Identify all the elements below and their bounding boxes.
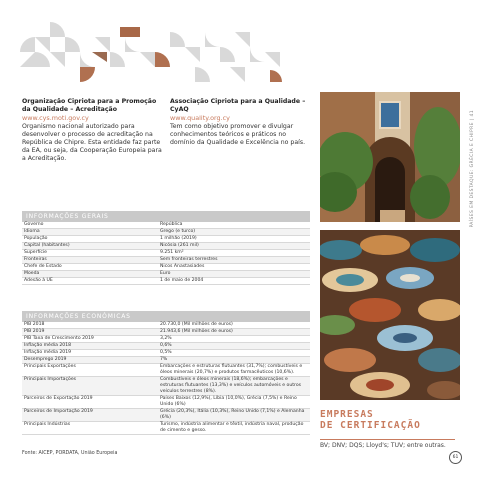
org-quality-link[interactable]: www.quality.org.cy [170, 114, 230, 122]
general-info-label: Idioma [22, 229, 158, 236]
economic-info-section [22, 311, 310, 435]
certification-companies: BV; DNV; DQS; Lloyd's; TUV; entre outras. [320, 442, 446, 449]
economic-info-value: 7% [158, 357, 310, 364]
general-info-heading: INFORMAÇÕES GERAIS [22, 211, 310, 222]
source-note: Fonte: AICEP, PORDATA, União Europeia [22, 451, 118, 456]
economic-info-label: Parceiros de Exportação 2019 [22, 396, 158, 409]
general-info-value: Sem fronteiras terrestres [158, 257, 310, 264]
economic-info-label: PIB 2019 [22, 329, 158, 336]
general-info-label: Moeda [22, 271, 158, 278]
general-info-value: 9.251 km² [158, 250, 310, 257]
economic-info-value: Grécia (20,3%), Itália (10,3%), Reino Unido (7,1%) e Alemanha (6%) [158, 409, 310, 422]
general-info-section [22, 211, 310, 285]
certification-divider [320, 439, 455, 440]
economic-info-value: 20.730,0 (Mil milhões de euros) [158, 322, 310, 329]
general-info-label: Fronteiras [22, 257, 158, 264]
economic-info-heading: INFORMAÇÕES ECONÓMICAS [22, 311, 310, 322]
certification-title-line1: EMPRESAS [320, 409, 374, 420]
general-info-table [22, 222, 310, 285]
general-info-row [22, 250, 310, 257]
economic-info-label: Inflação média 2018 [22, 343, 158, 350]
general-info-row [22, 236, 310, 243]
general-info-row [22, 257, 310, 264]
economic-info-row [22, 422, 310, 435]
general-info-row [22, 271, 310, 278]
economic-info-value: Combustíveis e óleos minerais (18,6%); embarcações e estruturas flutuantes (13,3%) e veículos automóveis e outros veículos terrestres (8%). [158, 377, 310, 396]
general-info-label: População [22, 236, 158, 243]
economic-info-value: Embarcações e estruturas flutuantes (31,7%); combustíveis e óleos minerais (20,7%) e produtos farmacêuticos (10,6%). [158, 364, 310, 377]
general-info-value: 1 milhão (2019) [158, 236, 310, 243]
certification-block [320, 409, 470, 449]
decorative-pattern [20, 22, 290, 84]
general-info-value: República [158, 222, 310, 229]
economic-info-label: Principais Indústrias [22, 422, 158, 435]
org-accreditation-title: Organização Cipriota para a Promoção da Qualidade – Acreditação [22, 98, 157, 113]
general-info-value: 1 de maio de 2004 [158, 278, 310, 285]
economic-info-table [22, 322, 310, 435]
economic-info-value: 0,6% [158, 343, 310, 350]
economic-info-row [22, 357, 310, 364]
economic-info-row [22, 396, 310, 409]
general-info-row [22, 264, 310, 271]
economic-info-value: 0,5% [158, 350, 310, 357]
general-info-row [22, 229, 310, 236]
economic-info-row [22, 409, 310, 422]
economic-info-label: PIB Taxa de Crescimento 2019 [22, 336, 158, 343]
economic-info-row [22, 364, 310, 377]
certification-title-line2: DE CERTIFICAÇÃO [320, 420, 421, 431]
side-running-header: PAÍSES EM DESTAQUE: GRÉCIA E CHIPRE | 41 [470, 110, 475, 228]
general-info-value: Nicósia (261 mil) [158, 243, 310, 250]
economic-info-label: Inflação média 2019 [22, 350, 158, 357]
economic-info-value: 21.943,6 (Mil milhões de euros) [158, 329, 310, 336]
street-photo [320, 92, 460, 222]
org-quality-description: Tem como objetivo promover e divulgar conhecimentos teóricos e práticos no domínio da Qualidade e Excelência no país. [170, 122, 306, 146]
economic-info-row [22, 377, 310, 396]
economic-info-value: 3,2% [158, 336, 310, 343]
economic-info-row [22, 343, 310, 350]
economic-info-row [22, 350, 310, 357]
general-info-value: Nicos Anastasiades [158, 264, 310, 271]
general-info-row [22, 278, 310, 285]
general-info-row [22, 243, 310, 250]
economic-info-label: Principais Importações [22, 377, 158, 396]
economic-info-row [22, 336, 310, 343]
economic-info-label: Principais Exportações [22, 364, 158, 377]
economic-info-value: Turismo, indústria alimentar e têxtil, indústria naval, produção de cimento e gesso. [158, 422, 310, 435]
org-quality [170, 98, 310, 147]
general-info-label: Chefe de Estado [22, 264, 158, 271]
general-info-label: Superfície [22, 250, 158, 257]
org-accreditation-link[interactable]: www.cys.moti.gov.cy [22, 114, 89, 122]
economic-info-label: Desemprego 2019 [22, 357, 158, 364]
economic-info-label: PIB 2018 [22, 322, 158, 329]
org-accreditation [22, 98, 162, 164]
page-number: 61 [449, 451, 462, 464]
general-info-label: Capital (habitantes) [22, 243, 158, 250]
general-info-value: Grego (e turco) [158, 229, 310, 236]
economic-info-row [22, 329, 310, 336]
economic-info-value: Países Baixos (12,9%), Líbia (10,0%), Grécia (7,5%) e Reino Unido (6%) [158, 396, 310, 409]
general-info-label: Governo [22, 222, 158, 229]
general-info-value: Euro [158, 271, 310, 278]
economic-info-label: Parceiros de Importação 2019 [22, 409, 158, 422]
org-quality-title: Associação Cipriota para a Qualidade – CyAQ [170, 98, 306, 113]
ceramics-photo [320, 230, 460, 400]
org-accreditation-description: Organismo nacional autorizado para desenvolver o processo de acreditação na República de Chipre. Esta entidade faz parte da EA, ou seja, da Cooperação Europeia para a Acreditação. [22, 122, 162, 163]
general-info-label: Adesão à UE [22, 278, 158, 285]
